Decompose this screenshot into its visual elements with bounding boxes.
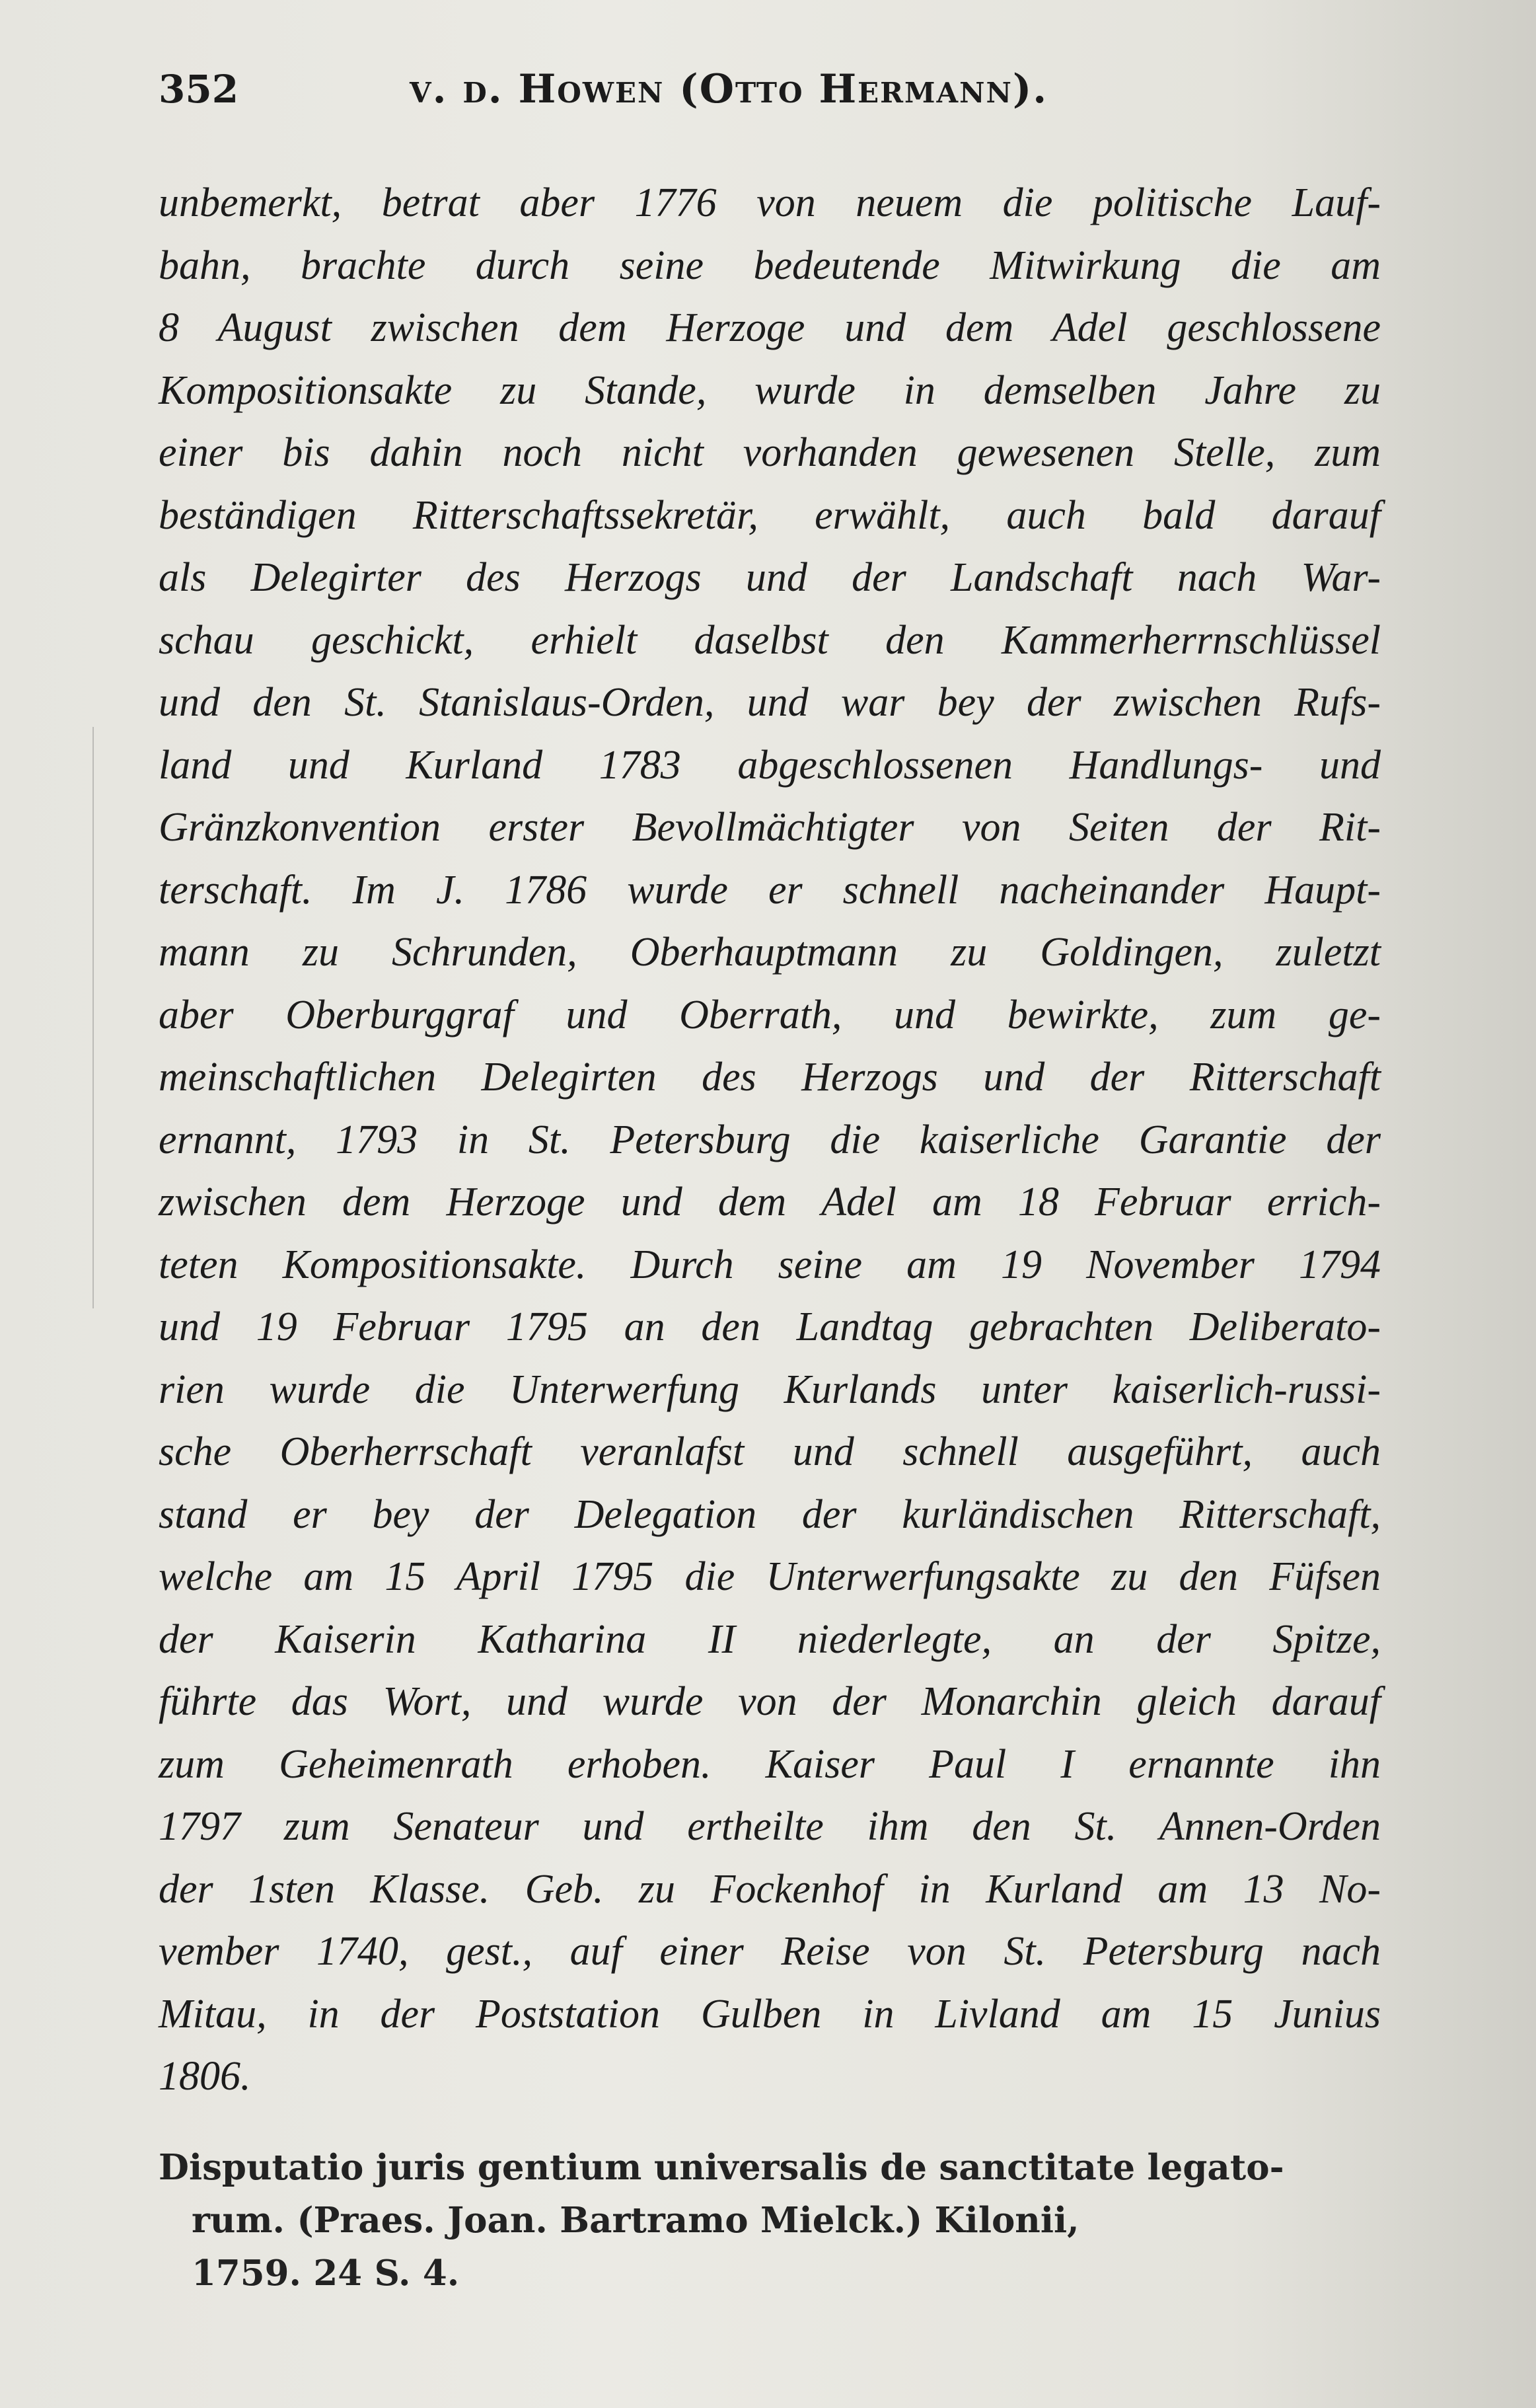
text-line: stand er bey der Delegation der kurländischen Ritterschaft,	[159, 1491, 1381, 1537]
page-header	[159, 66, 1401, 165]
text-line: Mitau, in der Poststation Gulben in Livland am 15 Junius	[159, 1991, 1381, 2037]
text-line: rien wurde die Unterwerfung Kurlands unter kaiserlich-russi-	[159, 1367, 1381, 1412]
bibliography-entry	[159, 2141, 1401, 2300]
text-line: terschaft. Im J. 1786 wurde er schnell nacheinander Haupt-	[159, 867, 1381, 913]
text-line: welche am 15 April 1795 die Unterwerfungsakte zu den Füfsen	[159, 1554, 1381, 1599]
text-line: 1797 zum Senateur und ertheilte ihm den St. Annen-Orden	[159, 1804, 1381, 1849]
text-line: teten Kompositionsakte. Durch seine am 19 November 1794	[159, 1242, 1381, 1287]
text-line: Gränzkonvention erster Bevollmächtigter von Seiten der Rit-	[159, 805, 1381, 850]
biography-text	[159, 172, 1401, 2108]
text-line: zwischen dem Herzoge und dem Adel am 18 Februar errich-	[159, 1180, 1381, 1224]
text-line: 1806.	[159, 2054, 251, 2099]
text-line: sche Oberherrschaft veranlafst und schnell ausgeführt, auch	[159, 1429, 1381, 1474]
running-title: v. d. Howen (Otto Hermann).	[410, 66, 1048, 112]
page-number: 352	[159, 67, 239, 112]
text-line: beständigen Ritterschaftssekretär, erwählt, auch bald darauf	[159, 492, 1381, 538]
margin-rule	[92, 727, 94, 1308]
text-line: bahn, brachte durch seine bedeutende Mitwirkung die am	[159, 243, 1381, 288]
text-line: zum Geheimenrath erhoben. Kaiser Paul I ernannte ihn	[159, 1741, 1381, 1787]
bibliography-line: rum. (Praes. Joan. Bartramo Mielck.) Kilonii,	[192, 2199, 1079, 2241]
text-line: und den St. Stanislaus-Orden, und war bey der zwischen Rufs-	[159, 680, 1381, 725]
text-line: Kompositionsakte zu Stande, wurde in demselben Jahre zu	[159, 367, 1381, 413]
text-line: führte das Wort, und wurde von der Monarchin gleich darauf	[159, 1679, 1381, 1724]
text-line: unbemerkt, betrat aber 1776 von neuem die politische Lauf-	[159, 180, 1381, 225]
text-line: der 1sten Klasse. Geb. zu Fockenhof in Kurland am 13 No-	[159, 1866, 1381, 1912]
text-line: vember 1740, gest., auf einer Reise von St. Petersburg nach	[159, 1929, 1381, 1974]
text-line: 8 August zwischen dem Herzoge und dem Adel geschlossene	[159, 305, 1381, 350]
text-line: und 19 Februar 1795 an den Landtag gebrachten Deliberato-	[159, 1304, 1381, 1349]
text-line: mann zu Schrunden, Oberhauptmann zu Goldingen, zuletzt	[159, 930, 1381, 975]
text-line: schau geschickt, erhielt daselbst den Kammerherrnschlüssel	[159, 617, 1381, 663]
bibliography-line: Disputatio juris gentium universalis de sanctitate legato-	[159, 2146, 1284, 2188]
text-line: einer bis dahin noch nicht vorhanden gewesenen Stelle, zum	[159, 430, 1381, 475]
text-line: ernannt, 1793 in St. Petersburg die kaiserliche Garantie der	[159, 1117, 1381, 1162]
bibliography-line: 1759. 24 S. 4.	[192, 2252, 460, 2294]
text-line: meinschaftlichen Delegirten des Herzogs und der Ritterschaft	[159, 1055, 1381, 1100]
text-line: aber Oberburggraf und Oberrath, und bewirkte, zum ge-	[159, 992, 1381, 1037]
book-page	[159, 66, 1401, 2300]
text-line: der Kaiserin Katharina II niederlegte, an der Spitze,	[159, 1616, 1381, 1662]
text-line: land und Kurland 1783 abgeschlossenen Handlungs- und	[159, 742, 1381, 788]
text-line: als Delegirter des Herzogs und der Landschaft nach War-	[159, 555, 1381, 600]
